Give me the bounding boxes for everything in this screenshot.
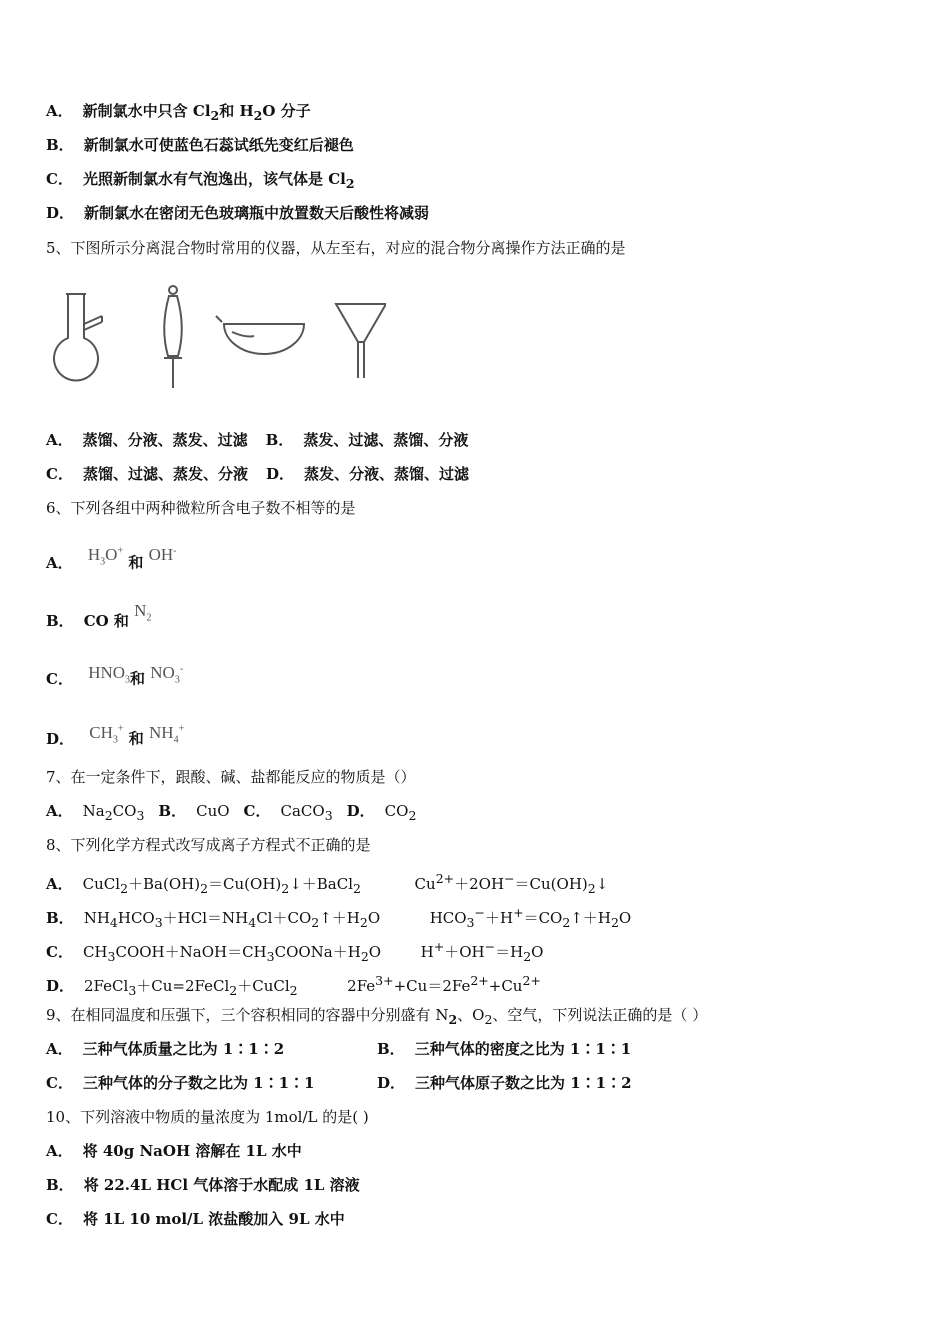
q6-stem: 6、下列各组中两种微粒所含电子数不相等的是 <box>46 499 356 517</box>
q10-stem: 10、下列溶液中物质的量浓度为 1mol/L 的是( ) <box>46 1108 369 1126</box>
q4-option-c: C． 光照新制氯水有气泡逸出，该气体是 $Cl_2$ <box>46 170 355 191</box>
q7-stem: 7、在一定条件下，跟酸、碱、盐都能反应的物质是（） <box>46 768 416 786</box>
q6-option-a: A． $H_3O^+$ 和 OH- <box>46 544 177 572</box>
q4-option-b: B． 新制氯水可使蓝色石蕊试纸先变红后褪色 <box>46 136 354 154</box>
q8-option-a: A． $CuCl_2+Ba(OH)_2=Cu(OH)_2↓+BaCl_2$ $Cu^{2+}+2OH^-=Cu(OH)_2↓$ <box>46 871 609 896</box>
q10-option-c: C． 将 1L 10 mol/L 浓盐酸加入 9L 水中 <box>46 1210 345 1228</box>
lab-apparatus-figure <box>46 278 386 398</box>
q7-options: A． $Na_2CO_3$ B． CuO C． CaCO$_3$ D． $CO_2$ <box>46 802 417 823</box>
q9-option-b: B． 三种气体的密度之比为 1∶1∶1 <box>377 1040 632 1058</box>
q10-option-a: A． 将 40g NaOH 溶解在 1L 水中 <box>46 1142 302 1160</box>
funnel-icon <box>336 304 386 378</box>
separatory-funnel-icon <box>164 286 182 388</box>
distillation-flask-icon <box>54 294 102 380</box>
q9-stem: 9、在相同温度和压强下，三个容积相同的容器中分别盛有 $N_2$、$O_2$、空气，下列说法正确的是（ ） <box>46 1006 708 1027</box>
evaporating-dish-icon <box>216 316 304 354</box>
q8-option-b: B． $NH_4HCO_3+HCl=NH_4Cl+CO_2↑+H_2O$ $HCO_3^-+H^+=CO_2↑+H_2O$ <box>46 905 632 930</box>
q10-option-b: B． 将 22.4L HCl 气体溶于水配成 1L 溶液 <box>46 1176 360 1194</box>
q5-options-row-1: A． 蒸馏、分液、蒸发、过滤 B． 蒸发、过滤、蒸馏、分液 <box>46 431 469 449</box>
q9-option-d: D． 三种气体原子数之比为 1∶1∶2 <box>377 1074 632 1092</box>
q6-option-c: C． $HNO_3$和 $NO_3^-$ <box>46 662 184 688</box>
q9-option-c: C． 三种气体的分子数之比为 1∶1∶1 <box>46 1074 315 1092</box>
q9-option-a: A． 三种气体质量之比为 1∶1∶2 <box>46 1040 285 1058</box>
q4-option-d: D． 新制氯水在密闭无色玻璃瓶中放置数天后酸性将减弱 <box>46 204 430 222</box>
q8-stem: 8、下列化学方程式改写成离子方程式不正确的是 <box>46 836 371 854</box>
q6-option-b: B． CO 和 $N_2$ <box>46 601 152 630</box>
q8-option-c: C． $CH_3COOH+NaOH=CH_3COONa+H_2O$ $H^++OH^-=H_2O$ <box>46 939 544 964</box>
q5-options-row-2: C． 蒸馏、过滤、蒸发、分液 D． 蒸发、分液、蒸馏、过滤 <box>46 465 469 483</box>
q6-option-d: D． $CH_3^+$ 和 $NH_4^+$ <box>46 722 185 748</box>
q4-option-a: A． 新制氯水中只含 $Cl_2$和 $H_2O$ 分子 <box>46 102 311 123</box>
q5-stem: 5、下图所示分离混合物时常用的仪器，从左至右，对应的混合物分离操作方法正确的是 <box>46 239 626 257</box>
q8-option-d: D． 2FeCl$_3$＋Cu=2FeCl$_2$＋CuCl$_2$ $2Fe^{3+}+Cu=2Fe^{2+}+Cu^{2+}$ <box>46 973 541 998</box>
